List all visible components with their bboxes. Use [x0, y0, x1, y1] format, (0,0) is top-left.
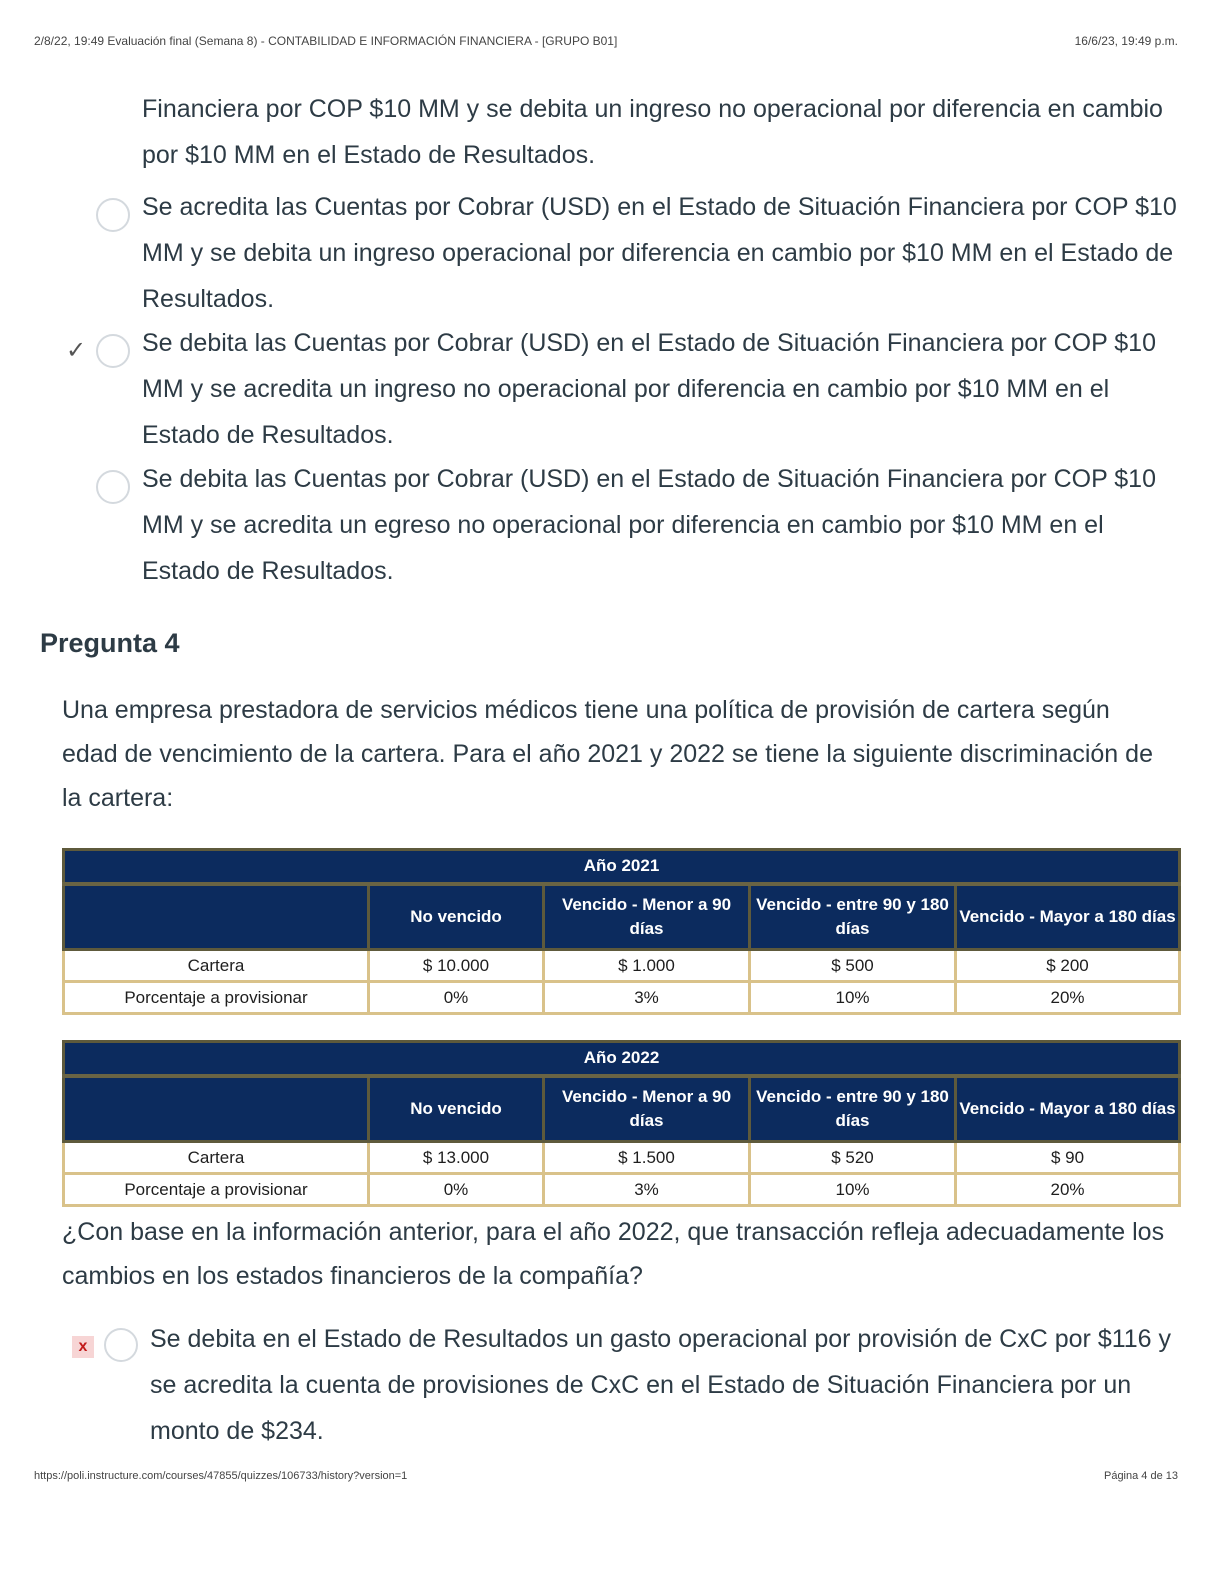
table-cell: Porcentaje a provisionar — [64, 1174, 369, 1206]
header-left-text: 2/8/22, 19:49 Evaluación final (Semana 8) - CONTABILIDAD E INFORMACIÓN FINANCIERA - [GRUPO B01] — [34, 34, 618, 48]
page-footer — [34, 1470, 1178, 1482]
answer-option-correct[interactable] — [60, 320, 1180, 450]
portfolio-table-2021 — [62, 848, 1181, 1015]
table-header-cell: Vencido - entre 90 y 180 días — [750, 884, 956, 950]
table-cell: Porcentaje a provisionar — [64, 982, 369, 1014]
table-cell: $ 500 — [750, 950, 956, 982]
answer-option-text: Financiera por COP $10 MM y se debita un ingreso no operacional por diferencia en cambio por $10 MM en el Estado de Resultados. — [142, 95, 1163, 169]
question-prompt: ¿Con base en la información anterior, para el año 2022, que transacción refleja adecuadamente los cambios en los estados financieros de la compañía? — [62, 1218, 1165, 1290]
table-cell: 10% — [750, 1174, 956, 1206]
portfolio-table-2022 — [62, 1040, 1181, 1207]
table-header-cell: Vencido - Mayor a 180 días — [956, 1076, 1180, 1142]
incorrect-icon: x — [72, 1336, 94, 1358]
table-row — [64, 1142, 1180, 1174]
table-cell: 3% — [544, 982, 750, 1014]
answer-option[interactable] — [60, 456, 1180, 586]
table-cell: Cartera — [64, 1142, 369, 1174]
radio-button[interactable] — [96, 470, 130, 504]
table-header-cell: Vencido - Menor a 90 días — [544, 1076, 750, 1142]
table-cell: 20% — [956, 982, 1180, 1014]
table-cell: 0% — [369, 1174, 544, 1206]
table-cell: Cartera — [64, 950, 369, 982]
table-cell: 10% — [750, 982, 956, 1014]
table-cell: $ 1.500 — [544, 1142, 750, 1174]
page-header — [34, 34, 1178, 48]
table-header-cell: No vencido — [369, 1076, 544, 1142]
question-title: Pregunta 4 — [40, 628, 180, 658]
table-year: Año 2022 — [64, 1042, 1180, 1076]
question-intro: Una empresa prestadora de servicios médicos tiene una política de provisión de cartera según edad de vencimiento de la cartera. Para el año 2021 y 2022 se tiene la siguiente discriminación de la cartera: — [62, 696, 1153, 812]
answer-option-text: Se acredita las Cuentas por Cobrar (USD) en el Estado de Situación Financiera por COP $10 MM y se debita un ingreso operacional por diferencia en cambio por $10 MM en el Estado de Resultados. — [142, 193, 1177, 313]
answer-option-selected[interactable] — [68, 1316, 1188, 1446]
header-right-text: 16/6/23, 19:49 p.m. — [1074, 34, 1178, 48]
answer-option-text: Se debita las Cuentas por Cobrar (USD) en el Estado de Situación Financiera por COP $10 MM y se acredita un egreso no operacional por diferencia en cambio por $10 MM en el Estado de Resultados. — [142, 465, 1156, 585]
table-cell: $ 90 — [956, 1142, 1180, 1174]
check-icon: ✓ — [66, 337, 87, 364]
answer-option[interactable] — [60, 184, 1180, 314]
answer-option-text: Se debita las Cuentas por Cobrar (USD) en el Estado de Situación Financiera por COP $10 MM y se acredita un ingreso no operacional por diferencia en cambio por $10 MM en el Estado de Resultados. — [142, 329, 1156, 449]
radio-button[interactable] — [96, 334, 130, 368]
table-cell: $ 13.000 — [369, 1142, 544, 1174]
table-cell: $ 520 — [750, 1142, 956, 1174]
table-row — [64, 1174, 1180, 1206]
table-row — [64, 982, 1180, 1014]
radio-button[interactable] — [104, 1328, 138, 1362]
table-cell: $ 200 — [956, 950, 1180, 982]
answer-option-text: Se debita en el Estado de Resultados un gasto operacional por provisión de CxC por $116 y se acredita la cuenta de provisiones de CxC en el Estado de Situación Financiera por un monto de $234. — [150, 1325, 1172, 1445]
table-cell: $ 1.000 — [544, 950, 750, 982]
table-year: Año 2021 — [64, 850, 1180, 884]
radio-button[interactable] — [96, 198, 130, 232]
answer-option[interactable] — [60, 86, 1180, 178]
footer-url: https://poli.instructure.com/courses/47855/quizzes/106733/history?version=1 — [34, 1470, 408, 1482]
footer-page-number: Página 4 de 13 — [1103, 1470, 1178, 1482]
table-header-cell: No vencido — [369, 884, 544, 950]
table-header-cell — [64, 1076, 369, 1142]
table-cell: 20% — [956, 1174, 1180, 1206]
table-header-cell: Vencido - entre 90 y 180 días — [750, 1076, 956, 1142]
table-cell: 0% — [369, 982, 544, 1014]
table-cell: 3% — [544, 1174, 750, 1206]
table-header-cell — [64, 884, 369, 950]
table-row — [64, 950, 1180, 982]
table-header-cell: Vencido - Menor a 90 días — [544, 884, 750, 950]
table-cell: $ 10.000 — [369, 950, 544, 982]
table-header-cell: Vencido - Mayor a 180 días — [956, 884, 1180, 950]
